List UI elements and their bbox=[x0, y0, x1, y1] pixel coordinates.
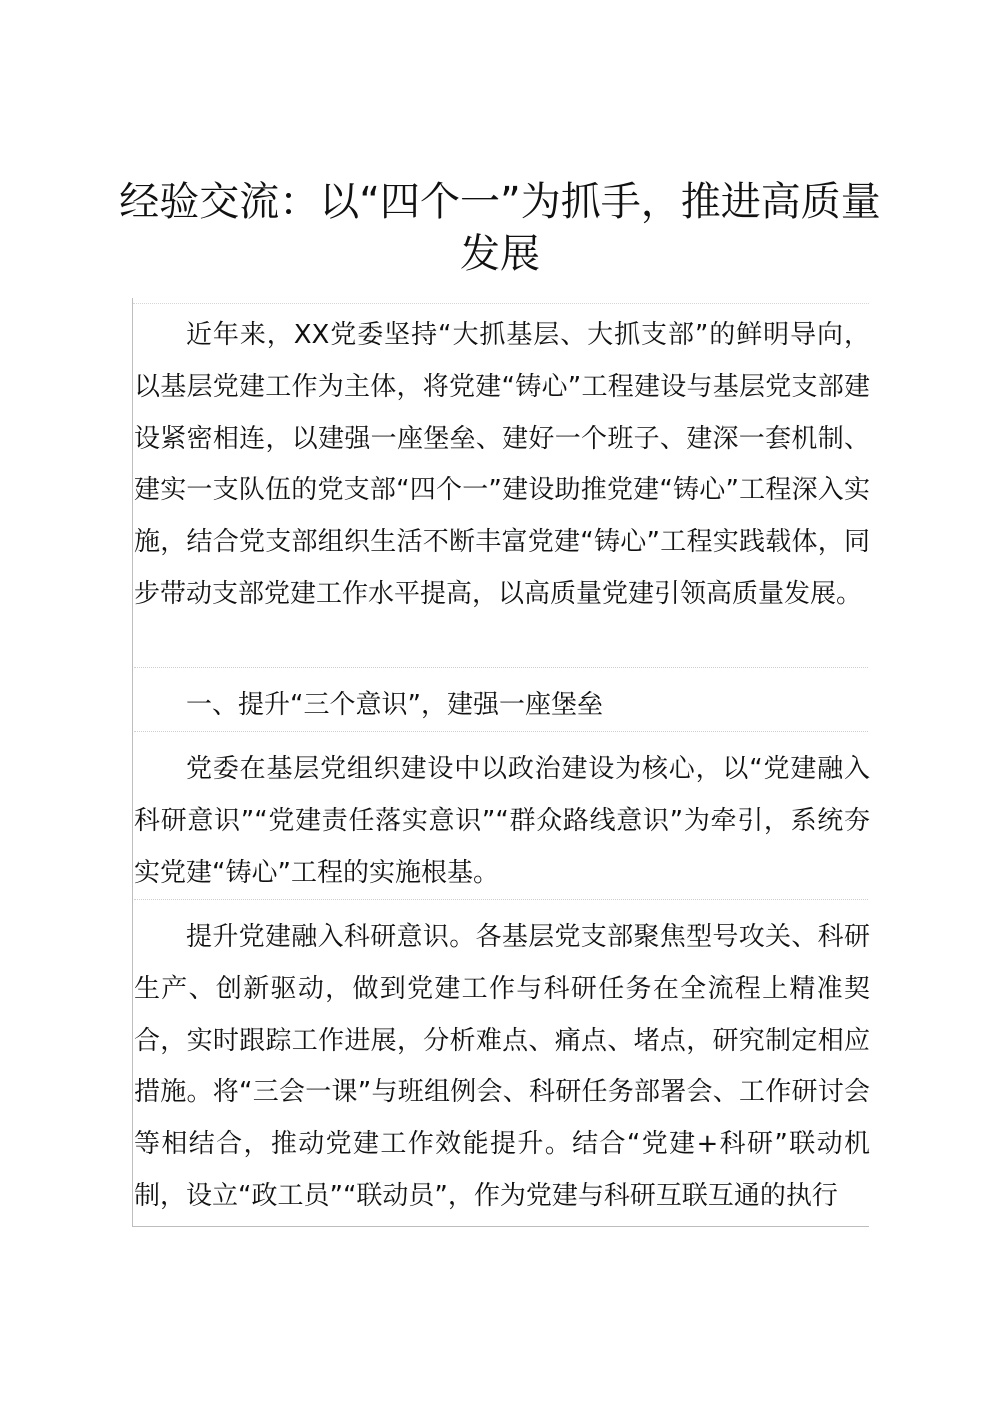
section-1-subparagraph: 提升党建融入科研意识。各基层党支部聚焦型号攻关、科研生产、创新驱动，做到党建工作与科研任务在全流程上精准契合，实时跟踪工作进展，分析难点、痛点、堵点，研究制定相应措施。将“三会一课”与班组例会、科研任务部署会、工作研讨会等相结合，推动党建工作效能提升。结合“党建+科研”联动机制，设立“政工员”“联动员”，作为党建与科研互联互通的执行 bbox=[134, 922, 870, 1211]
intro-paragraph: 近年来，XX党委坚持“大抓基层、大抓支部”的鲜明导向，以基层党建工作为主体，将党建“铸心”工程建设与基层党支部建设紧密相连，以建强一座堡垒、建好一个班子、建深一套机制、建实一支队伍的党支部“四个一”建设助推党建“铸心”工程深入实施，结合党支部组织生活不断丰富党建“铸心”工程实践载体，同步带动支部党建工作水平提高，以高质量党建引领高质量发展。 bbox=[134, 320, 870, 609]
title-line-2: 发展 bbox=[460, 231, 540, 277]
paragraph-separator bbox=[134, 667, 868, 668]
document-title bbox=[100, 176, 900, 280]
section-heading-1: 一、提升“三个意识”，建强一座堡垒 bbox=[186, 690, 603, 720]
section-1-paragraph: 党委在基层党组织建设中以政治建设为核心，以“党建融入科研意识”“党建责任落实意识”“群众路线意识”为牵引，系统夯实党建“铸心”工程的实施根基。 bbox=[134, 754, 870, 888]
title-line-1: 经验交流：以“四个一”为抓手，推进高质量 bbox=[119, 179, 881, 225]
